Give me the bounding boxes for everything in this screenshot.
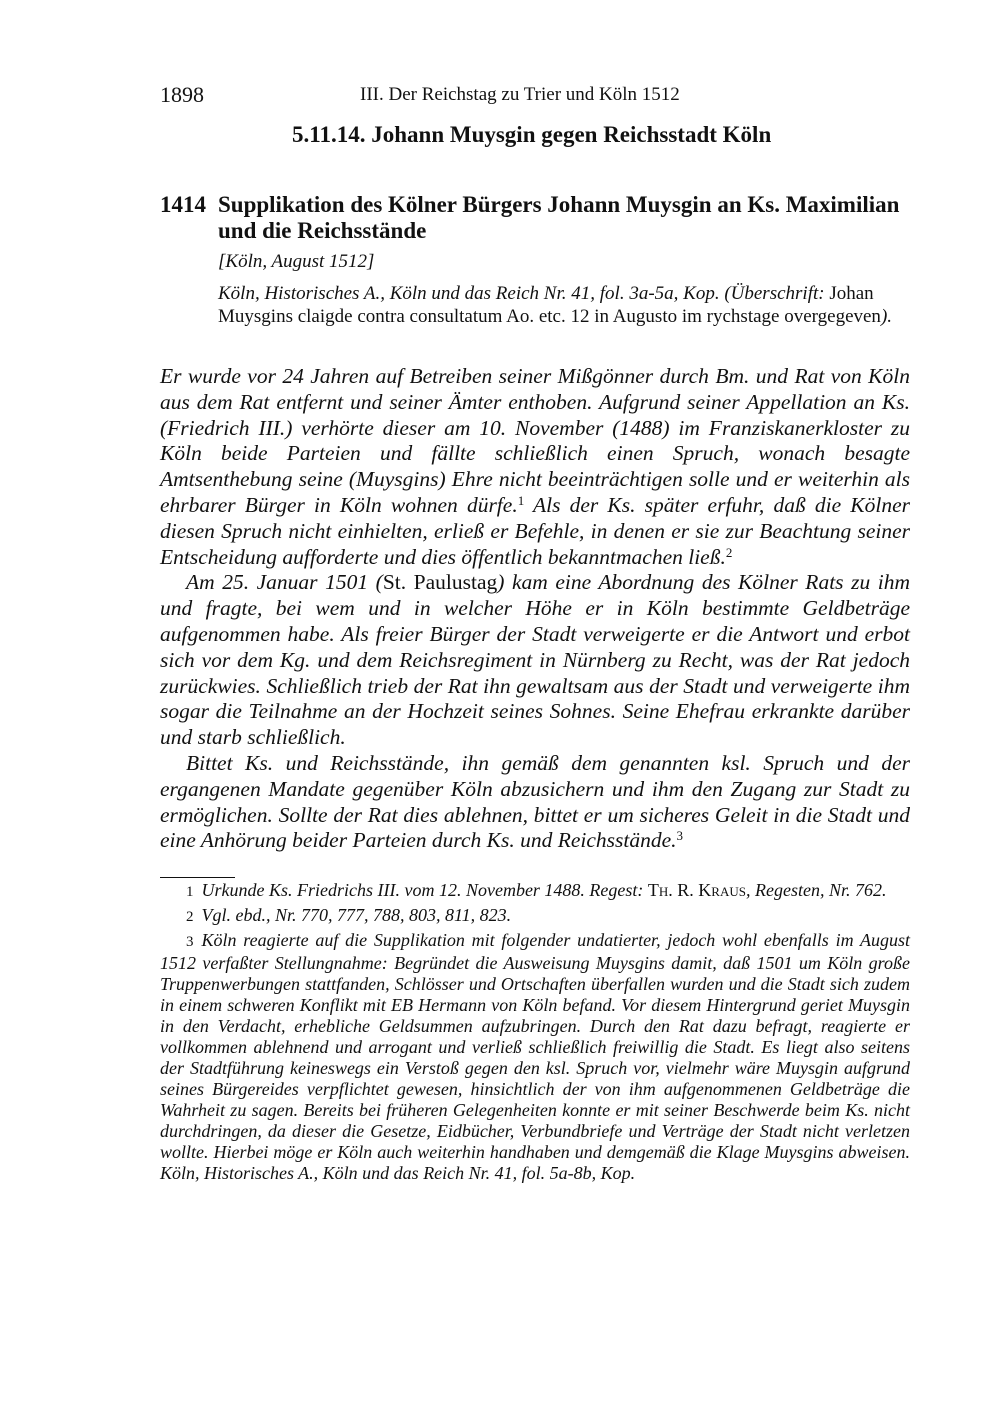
main-body-text	[160, 364, 910, 854]
footnotes	[160, 880, 910, 1186]
body-paragraph-3	[160, 751, 910, 854]
footnote-text: Köln reagierte auf die Supplikation mit folgender undatierter, jedoch wohl ebenfalls im August 1512 verfaßter Stellungnahme: Begründet die Ausweisung Muysgins damit, daß 1501 um Köln große Truppenwerbungen stattfanden, Schlösser und Ortschaften überfallen wurden und die Stadt sich zudem in einem schweren Konflikt mit EB Hermann von Köln befand. Vor diesem Hintergrund geriet Muysgin in den Verdacht, erhebliche Geldsummen aufzubringen. Durch den Rat dazu befragt, reagierte er vollkommen ablehnend und arrogant und verließ schließlich freiwillig die Stadt. Es liegt also seitens der Stadtführung keineswegs ein Verstoß gegen den ksl. Spruch vor, vielmehr wäre Muysgin aufgrund seines Bürgereides verpflichtet gewesen, hinsichtlich der von ihm aufgenommenen Geldbeträge die Wahrheit zu sagen. Bereits bei früheren Gelegenheiten konnte er mit seiner Beschwerde beim Ks. nicht durchdringen, da dieser die Gesetze, Eidbücher, Verbundbriefe und Verträge der Stadt nicht verletzen wollte. Hierbei möge er Köln auch weiterhin handhaben und demgemäß die Klage Muysgins abweisen. Köln, Historisches A., Köln und das Reich Nr. 41, fol. 5a-8b, Kop.	[160, 930, 910, 1183]
body-text: ) kam eine Abordnung des Kölner Rats zu ihm und fragte, bei wem und in welcher Höhe er in Köln bestimmte Geldbeträge aufgenommen habe. Als freier Bürger der Stadt verweigerte er die Antwort und erbot sich vor dem Kg. und dem Reichsregiment in Nürnberg zu Recht, was der Rat jedoch zurückwies. Schließlich trieb der Rat ihn gewaltsam aus der Stadt und verweigerte ihm sogar die Teilnahme an der Hochzeit seines Sohnes. Seine Ehefrau erkrankte darüber und starb schließlich.	[160, 570, 911, 750]
footnote-2	[160, 905, 910, 928]
footnote-ref: 2	[725, 544, 733, 560]
footnote-text: Vgl. ebd., Nr. 770, 777, 788, 803, 811, 823.	[201, 905, 512, 925]
page-number: 1898	[160, 82, 204, 107]
footnote-number: 1	[186, 884, 194, 900]
footnote-author: Th. R. Kraus	[647, 880, 746, 900]
section-title: 5.11.14. Johann Muysgin gegen Reichsstadt Köln	[292, 122, 772, 147]
body-text: Bittet Ks. und Reichsstände, ihn gemäß dem genannten ksl. Spruch und der ergangenen Mandate gegenüber Köln abzusichern und ihm den Zugang zur Stadt zu ermöglichen. Sollte der Rat dies ablehnen, bittet er um sicheres Geleit in die Stadt und eine Anhörung beider Parteien durch Ks. und Reichsstände.	[160, 750, 910, 853]
entry-date: [Köln, August 1512]	[218, 251, 375, 272]
entry-source	[218, 282, 910, 328]
body-paragraph-1	[160, 364, 910, 570]
footnote-number: 2	[186, 909, 194, 925]
body-text: Am 25. Januar 1501 (	[186, 570, 383, 595]
entry-heading	[160, 192, 910, 328]
source-close: ).	[880, 306, 893, 327]
entry-title: Supplikation des Kölner Bürgers Johann Muysgin an Ks. Maximilian und die Reichsstände	[218, 192, 900, 243]
running-header	[160, 82, 910, 108]
footnote-3	[160, 930, 910, 1184]
body-text-upright: St. Paulustag	[382, 570, 498, 595]
footnote-1	[160, 880, 910, 903]
entry-number: 1414	[160, 192, 206, 217]
source-heading-quote: Johan Muysgins claigde contra consultatum Ao. etc. 12 in Augusto im rychstage overgegeven	[218, 283, 881, 327]
footnote-ref: 1	[517, 492, 525, 508]
footnote-ref: 3	[676, 828, 684, 844]
body-paragraph-2	[160, 570, 910, 751]
footnote-text: , Regesten, Nr. 762.	[745, 880, 887, 900]
body-text: Er wurde vor 24 Jahren auf Betreiben seiner Mißgönner durch Bm. und Rat von Köln aus dem Rat entfernt und seiner Ämter enthoben. Aufgrund seiner Appellation an Ks. (Friedrich III.) verhörte dieser am 10. November (1488) im Franziskanerkloster zu Köln beide Parteien und fällte schließlich einen Spruch, wonach besagte Amtsenthebung seine (Muysgins) Ehre nicht beeinträchtigen solle und er weiterhin als ehrbarer Bürger in Köln wohnen dürfe.	[160, 364, 910, 517]
footnote-text: Urkunde Ks. Friedrichs III. vom 12. November 1488. Regest:	[201, 880, 648, 900]
entry-meta	[218, 250, 910, 328]
footnote-divider	[160, 877, 235, 878]
running-title: III. Der Reichstag zu Trier und Köln 1512	[360, 84, 680, 105]
body-text: Als der Ks. später erfuhr, daß die Kölner diesen Spruch nicht einhielten, erließ er Befehle, in denen er sie zur Beachtung seiner Entscheidung aufforderte und dies öffentlich bekanntmachen ließ.	[160, 492, 910, 569]
footnote-number: 3	[186, 934, 194, 950]
source-archive: Köln, Historisches A., Köln und das Reich Nr. 41, fol. 3a-5a, Kop. (Überschrift:	[218, 283, 830, 304]
